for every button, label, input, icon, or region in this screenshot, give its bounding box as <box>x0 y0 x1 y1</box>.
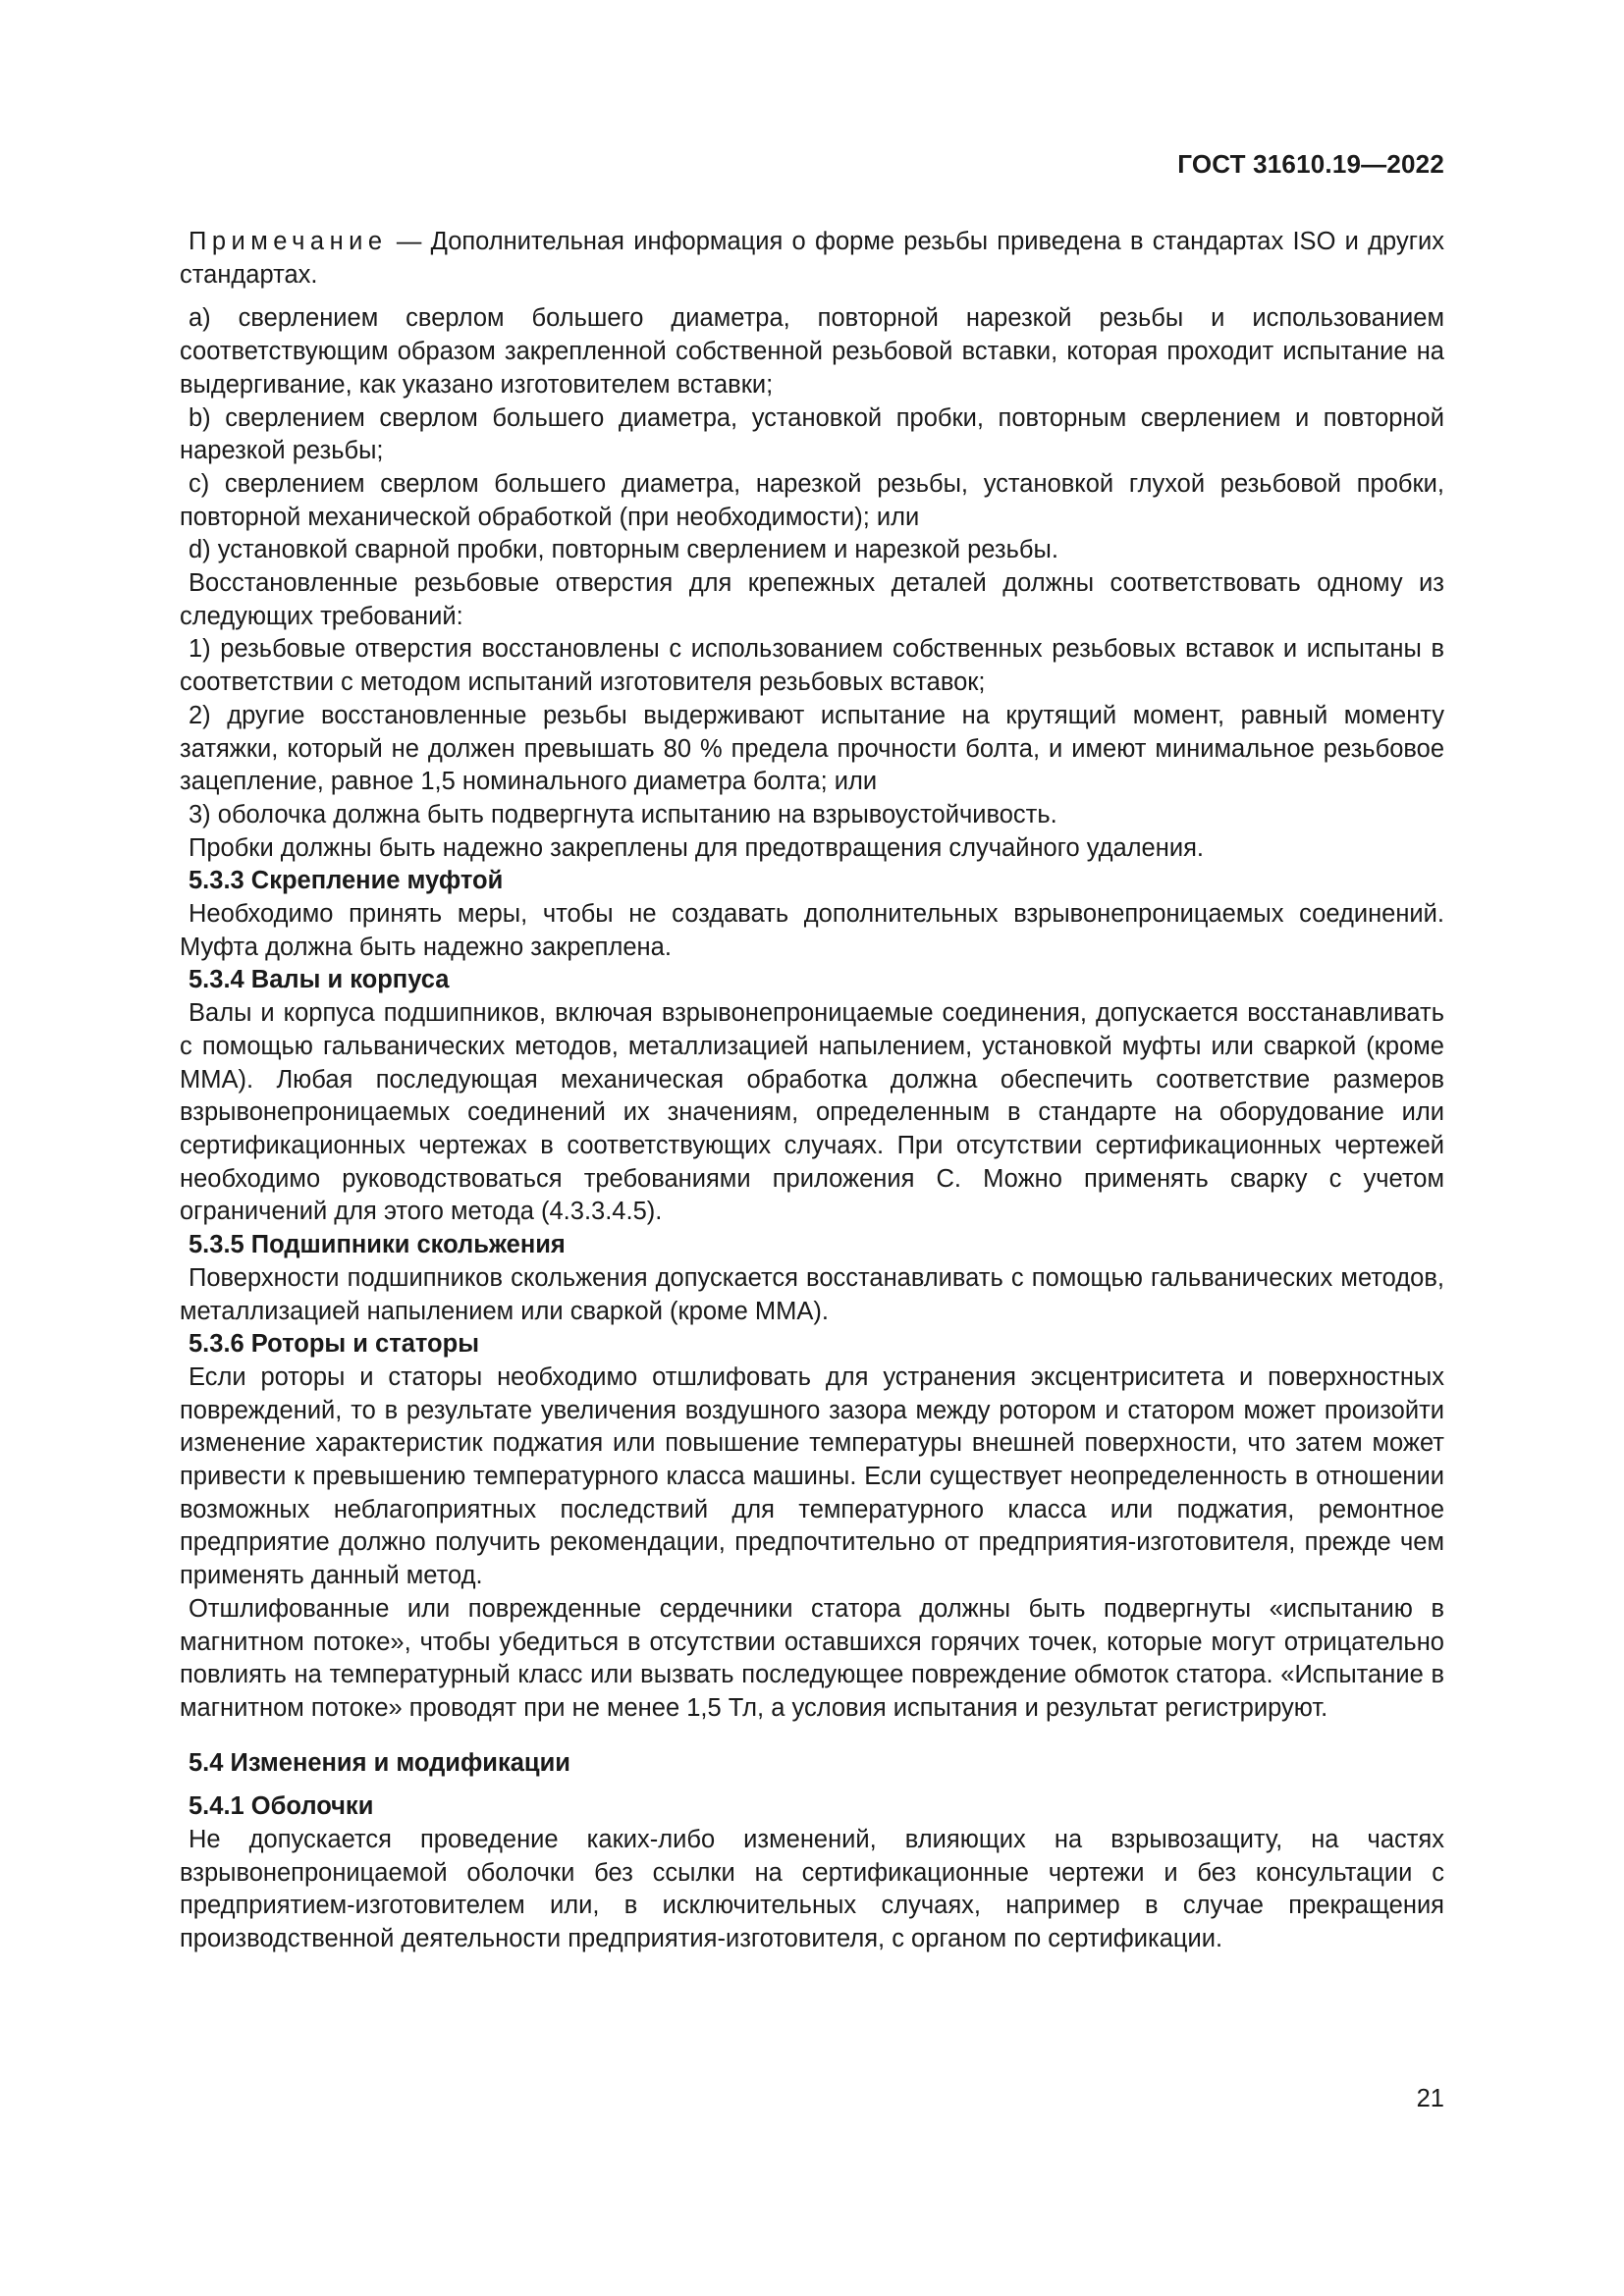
document-body <box>180 226 1444 1956</box>
section-541-heading: 5.4.1 Оболочки <box>189 1792 374 1821</box>
note-text: — Дополнительная информация о форме резьбы приведена в стандартах ISO и других стандартах. <box>180 228 1444 289</box>
section-535-heading: 5.3.5 Подшипники скольжения <box>189 1231 566 1259</box>
section-541-text: Не допускается проведение каких-либо изменений, влияющих на взрывозащиту, на частях взрывонепроницаемой оболочки без ссылки на сертификационные чертежи и без консультации с предприятием-изготовителем или, в исключительных случаях, например в случае прекращения производственной деятельности предприятия-изготовителя, с органом по сертификации. <box>180 1826 1444 1953</box>
list-item-c: c) сверлением сверлом большего диаметра, нарезкой резьбы, установкой глухой резьбовой пробки, повторной механической обработкой (при необходимости); или <box>180 469 1444 531</box>
section-536-text-1: Если роторы и статоры необходимо отшлифовать для устранения эксцентриситета и поверхностных повреждений, то в результате увеличения воздушного зазора между ротором и статором может произойти изменение характеристик поджатия или повышение температуры внешней поверхности, что затем может привести к превышению температурного класса машины. Если существует неопределенность в отношении возможных неблагоприятных последствий для температурного класса или поджатия, ремонтное предприятие должно получить рекомендации, предпочтительно от предприятия-изготовителя, прежде чем применять данный метод. <box>180 1362 1444 1590</box>
page-number: 21 <box>1416 2085 1444 2112</box>
note-label: Примечание <box>189 228 388 255</box>
list-item-a: a) сверлением сверлом большего диаметра, повторной нарезкой резьбы и использованием соответствующим образом закрепленной собственной резьбовой вставки, которая проходит испытание на выдергивание, как указано изготовителем вставки; <box>180 304 1444 399</box>
restored-intro-paragraph: Восстановленные резьбовые отверстия для крепежных деталей должны соответствовать одному из следующих требований: <box>180 569 1444 630</box>
note-paragraph <box>180 226 1444 292</box>
standard-code-header: ГОСТ 31610.19—2022 <box>1177 149 1444 179</box>
section-534-text: Валы и корпуса подшипников, включая взрывонепроницаемые соединения, допускается восстанавливать с помощью гальванических методов, металлизацией напылением, установкой муфты или сваркой (кроме MMA). Любая последующая механическая обработка должна обеспечить соответствие размеров взрывонепроницаемых соединений их значениям, определенным в стандарте на оборудование или сертификационных чертежах в соответствующих случаях. При отсутствии сертификационных чертежей необходимо руководствоваться требованиями приложения С. Можно применять сварку с учетом ограничений для этого метода (4.3.3.4.5). <box>180 999 1444 1226</box>
list-item-b: b) сверлением сверлом большего диаметра, установкой пробки, повторным сверлением и повторной нарезкой резьбы; <box>180 403 1444 465</box>
section-536-heading: 5.3.6 Роторы и статоры <box>189 1330 479 1359</box>
section-535-text: Поверхности подшипников скольжения допускается восстанавливать с помощью гальванических методов, металлизацией напылением или сваркой (кроме MMA). <box>180 1263 1444 1325</box>
section-533-heading: 5.3.3 Скрепление муфтой <box>189 867 504 895</box>
section-534-heading: 5.3.4 Валы и корпуса <box>189 966 450 994</box>
section-536-text-2: Отшлифованные или поврежденные сердечники статора должны быть подвергнуты «испытанию в магнитном потоке», чтобы убедиться в отсутствии оставшихся горячих точек, которые могут отрицательно повлиять на температурный класс или вызвать последующее повреждение обмоток статора. «Испытание в магнитном потоке» проводят при не менее 1,5 Тл, а условия испытания и результат регистрируют. <box>180 1594 1444 1722</box>
plugs-paragraph: Пробки должны быть надежно закреплены для предотвращения случайного удаления. <box>189 833 1204 862</box>
list-item-3: 3) оболочка должна быть подвергнута испытанию на взрывоустойчивость. <box>189 800 1057 828</box>
list-item-2: 2) другие восстановленные резьбы выдерживают испытание на крутящий момент, равный моменту затяжки, который не должен превышать 80 % предела прочности болта, и имеют минимальное резьбовое зацепление, равное 1,5 номинального диаметра болта; или <box>180 701 1444 796</box>
list-item-1: 1) резьбовые отверстия восстановлены с использованием собственных резьбовых вставок и испытаны в соответствии с методом испытаний изготовителя резьбовых вставок; <box>180 635 1444 697</box>
list-item-d: d) установкой сварной пробки, повторным сверлением и нарезкой резьбы. <box>189 536 1058 564</box>
section-54-heading: 5.4 Изменения и модификации <box>189 1748 570 1777</box>
section-533-text: Необходимо принять меры, чтобы не создавать дополнительных взрывонепроницаемых соединений. Муфта должна быть надежно закреплена. <box>180 900 1444 961</box>
